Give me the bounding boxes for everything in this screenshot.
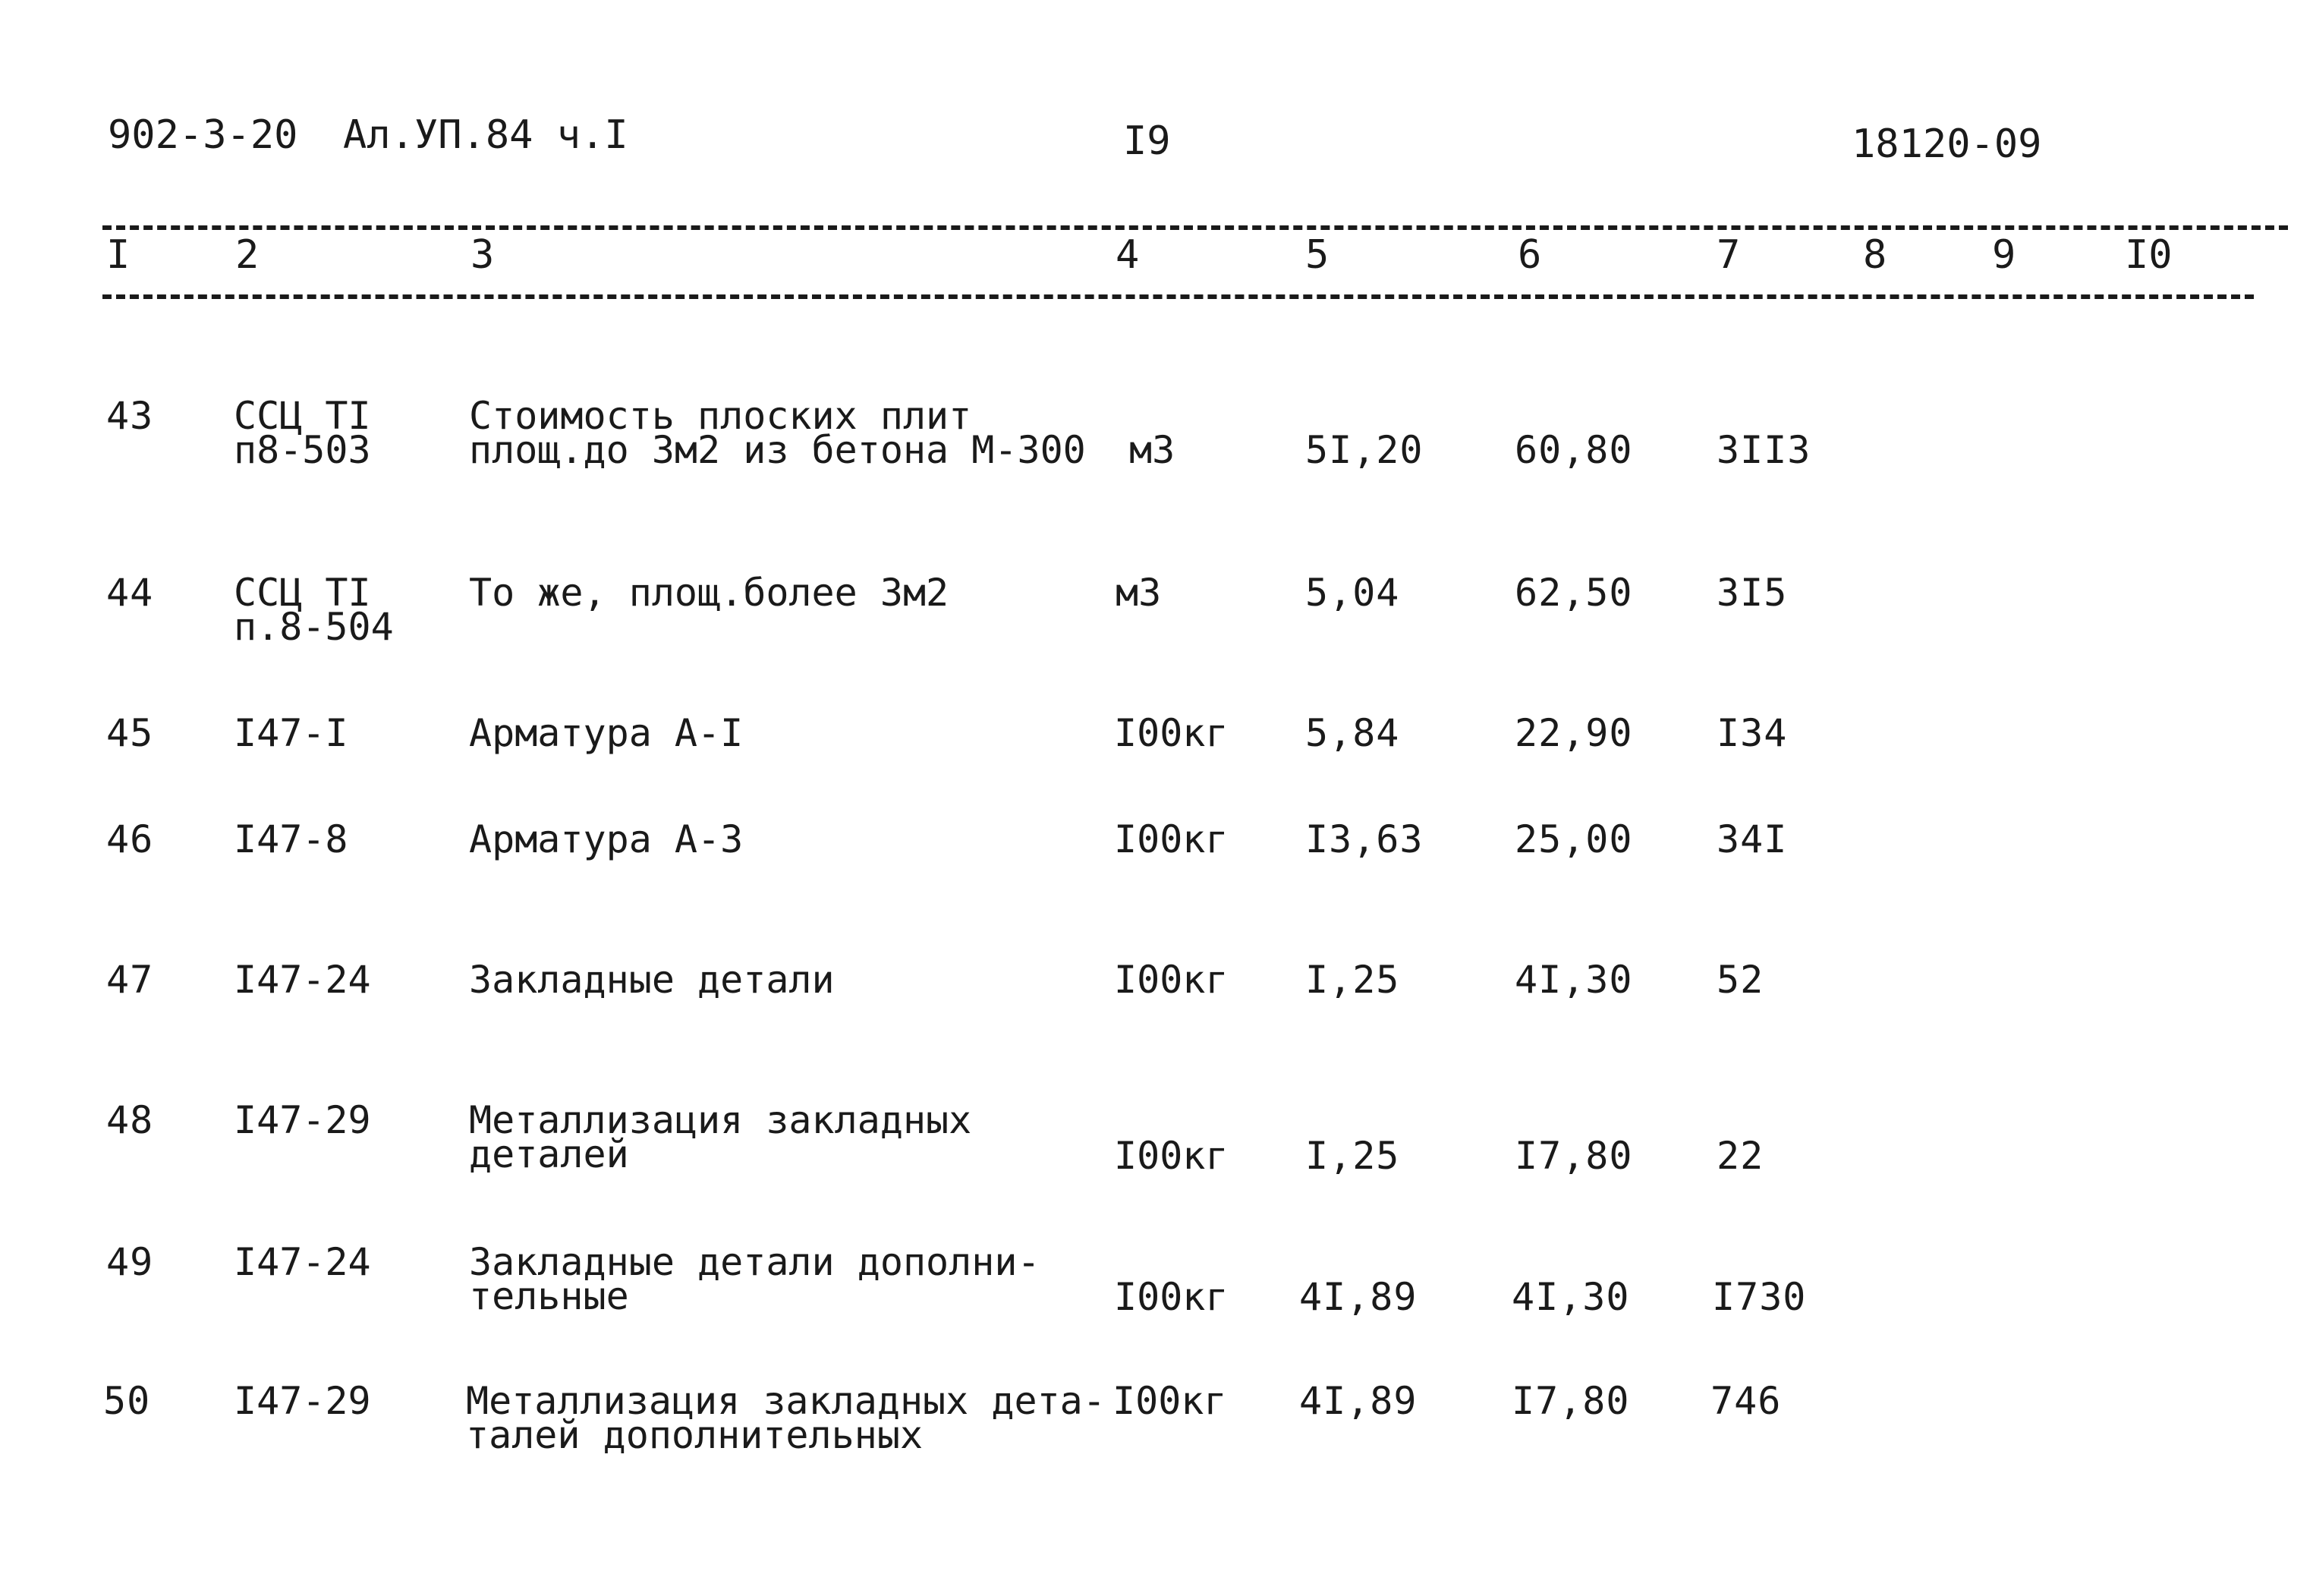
row-quantity: 4I,89	[1299, 1275, 1418, 1319]
row-code-line: I47-29	[234, 1098, 371, 1142]
row-description-line: деталей	[469, 1132, 629, 1176]
column-header: I0	[2125, 232, 2173, 278]
row-total: I34	[1717, 711, 1788, 755]
column-header: 9	[1992, 232, 2016, 278]
row-total: 52	[1717, 958, 1764, 1002]
row-description-line: Закладные детали дополни-	[469, 1240, 1040, 1284]
row-code-line: I47-24	[234, 958, 371, 1002]
row-unit: I00кг	[1114, 817, 1229, 861]
header-rule-bottom	[102, 294, 2254, 299]
document-code: 902-3-20	[108, 112, 298, 158]
row-unit: м3	[1116, 571, 1162, 615]
row-number: 48	[106, 1098, 154, 1142]
row-quantity: 5,84	[1305, 711, 1400, 755]
row-quantity: 4I,89	[1299, 1379, 1418, 1423]
row-unit-price: 4I,30	[1512, 1275, 1630, 1319]
row-code-line: I47-24	[234, 1240, 371, 1284]
row-quantity: I,25	[1305, 1134, 1400, 1178]
row-unit: I00кг	[1112, 1379, 1227, 1423]
row-number: 49	[106, 1240, 154, 1284]
row-number: 45	[106, 711, 154, 755]
row-description-line: Арматура А-I	[469, 711, 744, 755]
row-description-line: площ.до 3м2 из бетона М-300	[469, 428, 1086, 472]
album-reference: Ал.УП.84 ч.I	[343, 112, 628, 158]
row-description-line: Стоимость плоских плит	[469, 394, 972, 438]
row-unit: I00кг	[1114, 1275, 1229, 1319]
row-code-line: I47-8	[234, 817, 348, 861]
row-number: 43	[106, 394, 154, 438]
header-rule-top	[102, 225, 2288, 230]
column-header: 8	[1863, 232, 1887, 278]
row-quantity: I,25	[1305, 958, 1400, 1002]
row-unit-price: 60,80	[1515, 428, 1633, 472]
row-code-line: I47-29	[234, 1379, 371, 1423]
row-description-line: Металлизация закладных	[469, 1098, 972, 1142]
row-description-line: Закладные детали	[469, 958, 835, 1002]
row-unit-price: 62,50	[1515, 571, 1633, 615]
row-unit-price: 4I,30	[1515, 958, 1633, 1002]
row-code-line: п.8-504	[234, 605, 394, 649]
row-description-line: талей дополнительных	[466, 1413, 924, 1457]
row-quantity: 5,04	[1305, 571, 1400, 615]
row-quantity: I3,63	[1305, 817, 1424, 861]
row-total: 3II3	[1717, 428, 1811, 472]
row-description-line: Арматура А-3	[469, 817, 744, 861]
row-unit: I00кг	[1114, 711, 1229, 755]
column-header: 4	[1116, 232, 1140, 278]
row-total: I730	[1712, 1275, 1807, 1319]
row-number: 44	[106, 571, 154, 615]
row-number: 47	[106, 958, 154, 1002]
row-unit-price: I7,80	[1512, 1379, 1630, 1423]
row-code-line: ССЦ TI	[234, 394, 371, 438]
row-description-line: Металлизация закладных дета-	[466, 1379, 1106, 1423]
row-unit-price: I7,80	[1515, 1134, 1633, 1178]
row-unit: м3	[1129, 428, 1175, 472]
column-header: 7	[1717, 232, 1741, 278]
row-description-line: тельные	[469, 1274, 629, 1318]
row-number: 50	[103, 1379, 151, 1423]
row-total: 3I5	[1717, 571, 1788, 615]
column-header: 2	[235, 232, 260, 278]
page-number: I9	[1123, 118, 1171, 164]
column-header: 3	[470, 232, 495, 278]
row-code-line: I47-I	[234, 711, 348, 755]
column-header: 5	[1305, 232, 1330, 278]
row-total: 746	[1710, 1379, 1782, 1423]
row-description-line: То же, площ.более 3м2	[469, 571, 949, 615]
row-total: 34I	[1717, 817, 1788, 861]
row-code-line: ССЦ TI	[234, 571, 371, 615]
row-unit-price: 25,00	[1515, 817, 1633, 861]
row-unit-price: 22,90	[1515, 711, 1633, 755]
document-number: 18120-09	[1852, 121, 2042, 167]
row-unit: I00кг	[1114, 958, 1229, 1002]
row-total: 22	[1717, 1134, 1764, 1178]
row-quantity: 5I,20	[1305, 428, 1424, 472]
row-number: 46	[106, 817, 154, 861]
column-header: I	[106, 232, 131, 278]
row-unit: I00кг	[1114, 1134, 1229, 1178]
row-code-line: п8-503	[234, 428, 371, 472]
column-header: 6	[1518, 232, 1542, 278]
